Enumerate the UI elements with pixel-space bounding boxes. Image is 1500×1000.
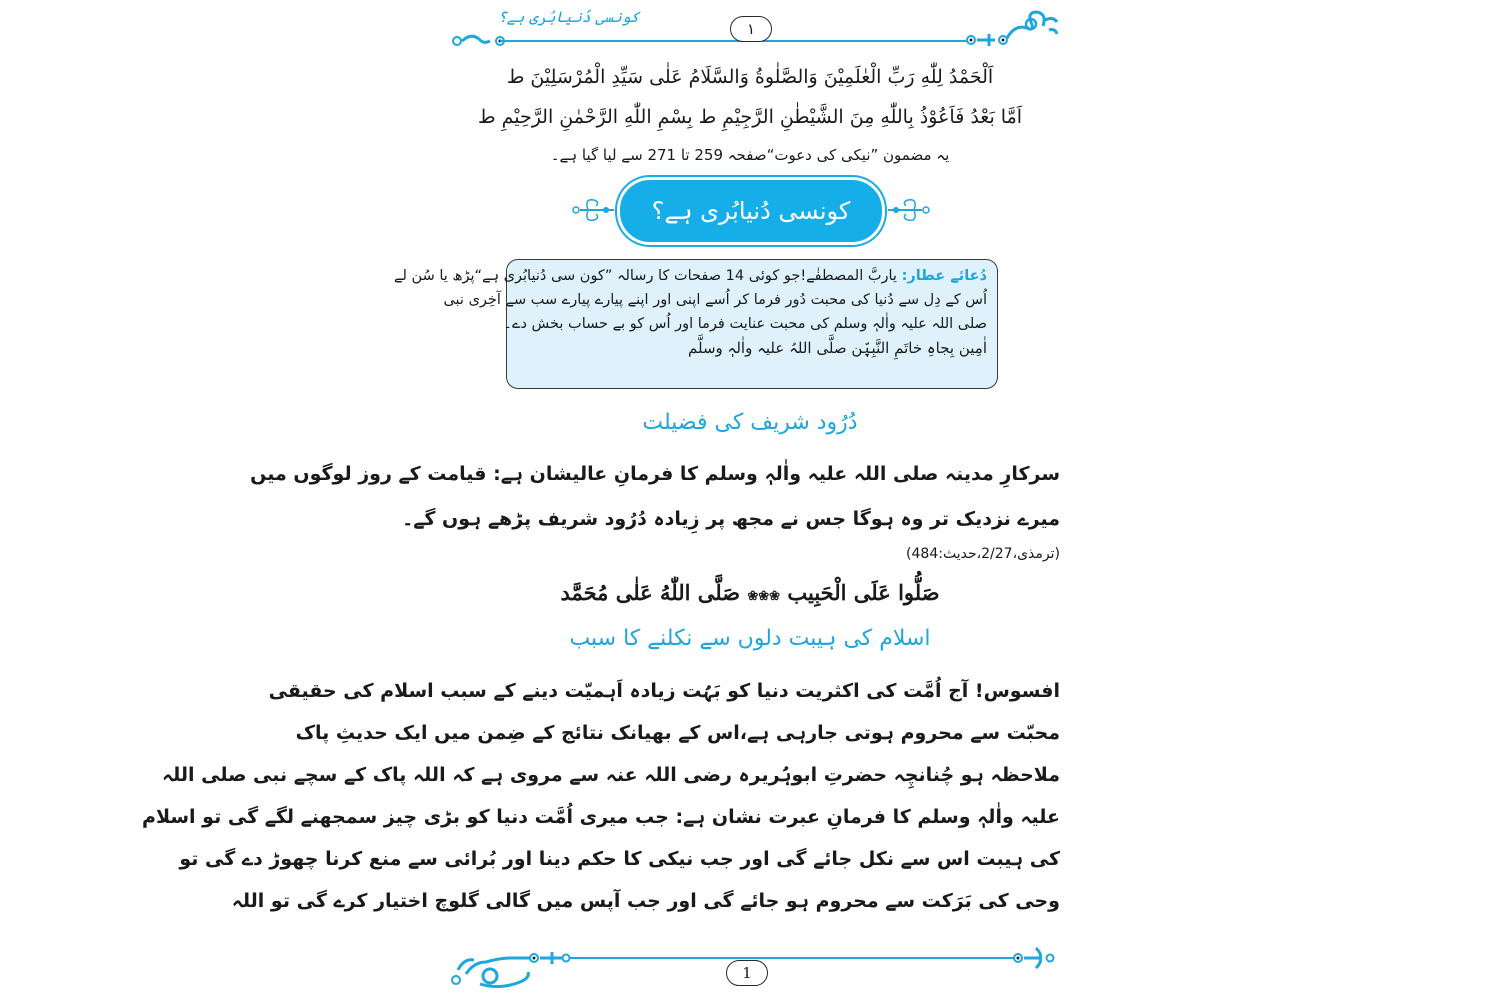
section-heading-islam: اسلام کی ہیبت دلوں سے نکلنے کا سبب — [569, 626, 931, 651]
salawat-line — [440, 580, 1060, 605]
flower-separator-icon: ❀❀❀ — [747, 589, 781, 604]
banner-right-flourish-icon — [882, 194, 932, 226]
header-right-ornament-icon — [965, 6, 1060, 50]
book-page — [142, 0, 1060, 1000]
section2-line-1: افسوس! آج اُمَّت کی اکثریت دنیا کو بَہُت زیادہ اَہمیّت دینے کے سبب اسلام کی حقیقی — [268, 680, 1060, 702]
section2-line-6: وحی کی بَرَکت سے محروم ہو جائے گی اور جب آپس میں گالی گلوچ اختیار کرے گی تو اللہ — [231, 890, 1060, 912]
source-note: یہ مضمون ”نیکی کی دعوت“صفحہ 259 تا 271 سے لیا گیا ہے۔ — [550, 146, 950, 164]
dua-label: دُعائے عطار: — [901, 268, 987, 284]
title-banner — [570, 180, 930, 242]
footer-left-ornament-icon — [450, 944, 570, 990]
section1-line-1: سرکارِ مدینہ صلی اللہ علیہ واٰلہٖ وسلم کا فرمانِ عالیشان ہے: قیامت کے روز لوگوں میں — [250, 463, 1060, 485]
running-title: کونسی دُنیابُری ہے؟ — [498, 8, 640, 26]
dua-line-1 — [394, 264, 987, 288]
header-page-number: ١ — [730, 16, 772, 42]
hadith-reference: (ترمذی،2/27،حدیث:484) — [906, 546, 1060, 562]
footer-rule — [570, 957, 1020, 959]
title-banner-pill — [620, 180, 882, 242]
banner-left-flourish-icon — [570, 194, 620, 226]
header-rule — [500, 40, 970, 42]
footer-right-ornament-icon — [1012, 944, 1056, 972]
section-heading-durood: دُرُود شریف کی فضیلت — [642, 410, 858, 435]
dua-box — [394, 259, 998, 389]
title-text: کونسی دُنیابُری ہے؟ — [651, 197, 851, 225]
dua-amin: اٰمِین بِجاہِ خاتَمِ النَّبِیّٖن صلَّی اللہُ علیہ واٰلہٖ وسلَّم — [688, 339, 987, 357]
opening-line-1: اَلْحَمْدُ لِلّٰهِ رَبِّ الْعٰلَمِیْنَ وَالصَّلٰوةُ وَالسَّلَامُ عَلٰی سَیِّدِ الْمُرْسَلِیْنَ ط — [506, 66, 994, 88]
section2-line-4: علیہ واٰلہٖ وسلم کا فرمانِ عبرت نشان ہے: جب میری اُمَّت دنیا کو بڑی چیز سمجھنے لگے گی تو اسلام — [142, 806, 1060, 828]
section1-line-2: میرے نزدیک تر وہ ہوگا جس نے مجھ پر زِیادہ دُرُود شریف پڑھے ہوں گے۔ — [402, 508, 1060, 530]
opening-line-2: اَمَّا بَعْدُ فَاَعُوْذُ بِاللّٰهِ مِنَ الشَّیْطٰنِ الرَّجِیْمِ ط بِسْمِ اللّٰهِ الرَّحْمٰنِ الرَّحِیْمِ ط — [477, 106, 1023, 128]
section2-line-2: محبّت سے محروم ہوتی جارہی ہے،اس کے بھیانک نتائج کے ضِمن میں ایک حدیثِ پاک — [295, 722, 1060, 744]
footer-page-number: 1 — [726, 960, 768, 986]
salawat-right: صَلُّوا عَلَی الْحَبِیب — [787, 580, 940, 605]
section2-line-3: ملاحظہ ہو چُنانچِہ حضرتِ ابوہُریرہ رضی اللہ عنہ سے مروی ہے کہ اللہ پاک کے سچے نبی صلی اللہ — [161, 764, 1060, 786]
dua-line-2: اُس کے دِل سے دُنیا کی محبت دُور فرما کر اُسے اپنی اور اپنے پیارے پیارے سب سے آخِری نبی — [443, 292, 987, 308]
dua-line-3: صلی اللہ علیہ واٰلہٖ وسلم کی محبت عنایت فرما اور اُس کو بے حساب بخش دے۔ — [503, 316, 987, 332]
dua-text-1: یاربَّ المصطفٰے!جو کوئی 14 صفحات کا رسالہ ”کون سی دُنیابُری ہے“پڑھ یا سُن لے — [394, 268, 897, 284]
section2-line-5: کی ہیبت اس سے نکل جائے گی اور جب نیکی کا حکم دینا اور بُرائی سے منع کرنا چھوڑ دے گی تو — [179, 848, 1060, 870]
salawat-left: صَلَّی اللّٰهُ عَلٰی مُحَمَّد — [560, 580, 741, 605]
header-left-ornament-icon — [450, 26, 510, 50]
